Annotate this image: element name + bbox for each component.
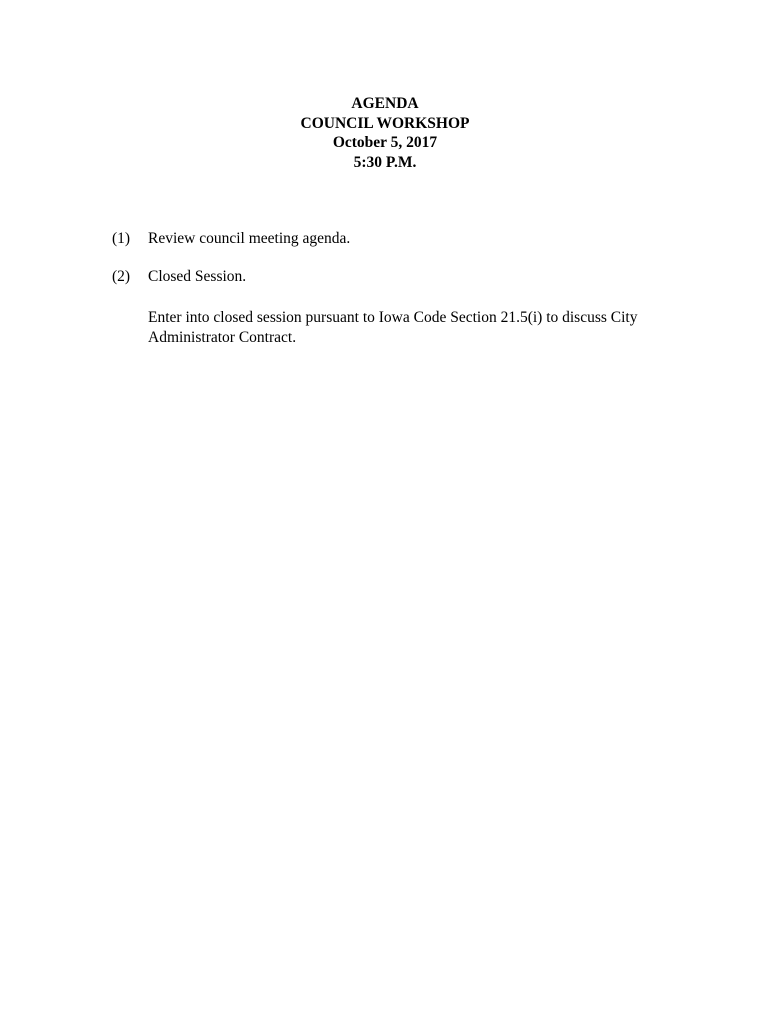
description-line: Enter into closed session pursuant to Iowa Code Section 21.5(i) to discuss City (148, 309, 638, 326)
meeting-date: October 5, 2017 (332, 134, 438, 151)
agenda-item-title: Closed Session. (148, 268, 247, 285)
agenda-header (0, 94, 770, 172)
meeting-time: 5:30 P.M. (353, 153, 417, 171)
meeting-name: COUNCIL WORKSHOP (300, 114, 470, 132)
agenda-item-number: (2) (112, 268, 131, 285)
agenda-item-description (148, 308, 688, 348)
agenda-title: AGENDA (351, 95, 419, 112)
description-line: Administrator Contract. (148, 329, 297, 346)
agenda-item-number: (1) (112, 230, 131, 247)
agenda-item-title: Review council meeting agenda. (148, 230, 351, 247)
